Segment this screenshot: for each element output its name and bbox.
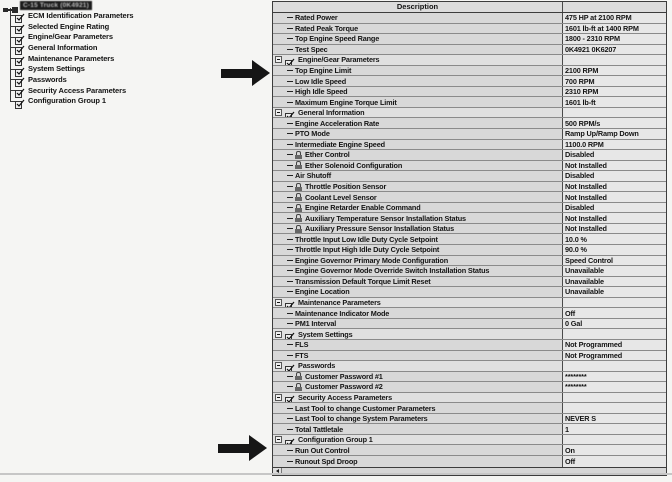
sidebar-item-8[interactable]: Configuration Group 1	[3, 96, 243, 107]
description-cell[interactable]	[273, 13, 563, 23]
value-cell[interactable]	[563, 393, 666, 403]
lock-icon	[295, 183, 302, 191]
value-cell[interactable]	[563, 182, 666, 192]
tree-connector	[287, 386, 293, 387]
tree-connector	[287, 28, 293, 29]
sidebar-item-4[interactable]: Maintenance Parameters	[3, 53, 243, 64]
tree-connector	[287, 344, 293, 345]
value-cell[interactable]	[563, 245, 666, 255]
parameter-description: Security Access Parameters	[298, 392, 392, 402]
table-row-param[interactable]	[273, 140, 666, 151]
tree-connector	[287, 281, 293, 282]
tree-connector	[287, 461, 293, 462]
parameter-description: Maintenance Indicator Mode	[295, 308, 390, 318]
parameter-value: NEVER S	[565, 414, 596, 424]
table-row-param[interactable]	[273, 245, 666, 256]
collapse-box-icon[interactable]	[275, 436, 282, 443]
table-row-group[interactable]	[273, 435, 666, 446]
sidebar-item-0[interactable]: ECM Identification Parameters	[3, 10, 243, 21]
description-cell[interactable]	[273, 266, 563, 276]
description-cell[interactable]	[273, 287, 563, 297]
parameter-description: Configuration Group 1	[298, 435, 373, 445]
description-cell[interactable]	[273, 192, 563, 202]
parameter-group-icon	[15, 10, 25, 20]
parameter-value: 475 HP at 2100 RPM	[565, 13, 632, 23]
collapse-box-icon[interactable]	[275, 109, 282, 116]
parameter-description: Engine/Gear Parameters	[298, 55, 380, 65]
value-cell[interactable]	[563, 319, 666, 329]
parameter-value: Unavailable	[565, 287, 604, 297]
table-row-param[interactable]	[273, 150, 666, 161]
lock-icon	[295, 151, 302, 159]
parameter-description: Top Engine Speed Range	[295, 34, 380, 44]
parameter-value: Disabled	[565, 171, 595, 181]
table-row-param[interactable]	[273, 118, 666, 129]
description-cell[interactable]	[273, 171, 563, 181]
value-cell[interactable]	[563, 76, 666, 86]
table-header-row	[273, 2, 666, 13]
tree-connector	[287, 175, 293, 176]
value-cell[interactable]	[563, 224, 666, 234]
parameter-description: Engine Location	[295, 287, 350, 297]
value-cell[interactable]	[563, 424, 666, 434]
table-row-param[interactable]	[273, 414, 666, 425]
sidebar-root-label: C-15 Truck (0K4921)	[20, 1, 92, 10]
parameter-description: Low Idle Speed	[295, 76, 347, 86]
description-cell[interactable]	[273, 118, 563, 128]
parameter-value: 1601 lb-ft	[565, 97, 596, 107]
description-cell[interactable]	[273, 76, 563, 86]
tree-connector	[287, 260, 293, 261]
value-cell[interactable]	[563, 234, 666, 244]
collapse-box-icon[interactable]	[275, 394, 282, 401]
callout-arrow-bottom	[218, 435, 267, 461]
tree-connector	[287, 291, 293, 292]
table-row-param[interactable]	[273, 234, 666, 245]
collapse-box-icon[interactable]	[275, 299, 282, 306]
table-row-param[interactable]	[273, 224, 666, 235]
value-cell[interactable]	[563, 403, 666, 413]
parameter-group-icon	[15, 96, 25, 106]
table-row-param[interactable]	[273, 456, 666, 467]
table-row-param[interactable]	[273, 308, 666, 319]
parameter-description: Auxiliary Pressure Sensor Installation Status	[305, 224, 454, 234]
tree-connector	[287, 154, 293, 155]
parameter-group-icon	[285, 361, 295, 371]
description-cell[interactable]	[273, 234, 563, 244]
parameter-group-icon	[285, 55, 295, 65]
description-cell[interactable]	[273, 224, 563, 234]
tree-connector	[287, 17, 293, 18]
table-row-param[interactable]	[273, 256, 666, 267]
description-column-header: Description	[273, 2, 563, 12]
parameter-description: PTO Mode	[295, 129, 330, 139]
tree-connector	[287, 239, 293, 240]
tree-connector	[287, 197, 293, 198]
value-cell[interactable]	[563, 55, 666, 65]
parameter-description: Rated Power	[295, 13, 338, 23]
description-cell[interactable]	[273, 308, 563, 318]
table-row-param[interactable]	[273, 424, 666, 435]
value-cell[interactable]	[563, 340, 666, 350]
description-cell[interactable]	[273, 456, 563, 467]
parameter-value: 10.0 %	[565, 234, 587, 244]
parameter-description: Engine Acceleration Rate	[295, 118, 380, 128]
tree-connector	[287, 165, 293, 166]
parameter-description: Test Spec	[295, 44, 328, 54]
description-cell[interactable]	[273, 161, 563, 171]
parameter-value: Not Programmed	[565, 340, 623, 350]
parameter-description: Engine Governor Primary Mode Configuration	[295, 255, 449, 265]
sidebar-item-1[interactable]: Selected Engine Rating	[3, 21, 243, 32]
value-cell[interactable]	[563, 129, 666, 139]
table-row-group[interactable]	[273, 361, 666, 372]
parameter-value: 1800 - 2310 RPM	[565, 34, 620, 44]
parameter-tree-sidebar	[3, 0, 243, 106]
description-cell[interactable]	[273, 445, 563, 455]
tree-connector	[287, 144, 293, 145]
collapse-box-icon[interactable]	[275, 56, 282, 63]
parameter-description: System Settings	[298, 329, 353, 339]
value-cell[interactable]	[563, 161, 666, 171]
description-cell[interactable]	[273, 97, 563, 107]
parameter-description: Throttle Input Low Idle Duty Cycle Setpoint	[295, 234, 438, 244]
parameter-group-icon	[15, 42, 25, 52]
parameter-description: Run Out Control	[295, 445, 350, 455]
table-row-group[interactable]	[273, 393, 666, 404]
description-cell[interactable]	[273, 329, 563, 339]
parameter-value: Not Installed	[565, 213, 607, 223]
table-row-param[interactable]	[273, 277, 666, 288]
tree-connector	[287, 91, 293, 92]
parameter-value: 500 RPM/s	[565, 118, 601, 128]
table-row-param[interactable]	[273, 129, 666, 140]
table-row-param[interactable]	[273, 319, 666, 330]
tree-connector	[287, 123, 293, 124]
tree-connector	[287, 270, 293, 271]
parameter-value: 700 RPM	[565, 76, 595, 86]
table-row-param[interactable]	[273, 403, 666, 414]
value-cell[interactable]	[563, 382, 666, 392]
value-cell[interactable]	[563, 203, 666, 213]
table-row-param[interactable]	[273, 45, 666, 56]
table-row-param[interactable]	[273, 340, 666, 351]
parameter-description: Ether Solenoid Configuration	[305, 160, 403, 170]
parameter-group-icon	[15, 53, 25, 63]
description-cell[interactable]	[273, 213, 563, 223]
collapse-box-icon[interactable]	[275, 362, 282, 369]
description-cell[interactable]	[273, 34, 563, 44]
table-row-param[interactable]	[273, 351, 666, 362]
table-row-param[interactable]	[273, 182, 666, 193]
description-cell[interactable]	[273, 319, 563, 329]
value-cell[interactable]	[563, 87, 666, 97]
value-cell[interactable]	[563, 192, 666, 202]
table-row-param[interactable]	[273, 171, 666, 182]
parameter-value: Unavailable	[565, 266, 604, 276]
sidebar-root-item[interactable]	[3, 0, 243, 10]
tree-connector	[287, 376, 293, 377]
parameter-value: Not Installed	[565, 182, 607, 192]
parameter-group-icon	[285, 393, 295, 403]
parameter-description: Customer Password #2	[305, 382, 383, 392]
collapse-box-icon[interactable]	[275, 331, 282, 338]
parameter-value: ********	[565, 382, 587, 392]
parameter-group-icon	[15, 64, 25, 74]
table-row-param[interactable]	[273, 66, 666, 77]
description-cell[interactable]	[273, 66, 563, 76]
parameter-description: PM1 Interval	[295, 319, 337, 329]
sidebar-item-7[interactable]: Security Access Parameters	[3, 85, 243, 96]
table-row-param[interactable]	[273, 287, 666, 298]
parameter-value: Not Installed	[565, 224, 607, 234]
parameter-value: 2310 RPM	[565, 87, 599, 97]
value-cell[interactable]	[563, 287, 666, 297]
description-cell[interactable]	[273, 256, 563, 266]
description-cell[interactable]	[273, 382, 563, 392]
parameter-description: Transmission Default Torque Limit Reset	[295, 276, 431, 286]
table-row-param[interactable]	[273, 192, 666, 203]
value-cell[interactable]	[563, 372, 666, 382]
description-cell[interactable]	[273, 361, 563, 371]
tree-connector	[287, 450, 293, 451]
table-row-param[interactable]	[273, 213, 666, 224]
parameter-description: Coolant Level Sensor	[305, 192, 377, 202]
parameter-value: 2100 RPM	[565, 66, 599, 75]
tree-connector	[287, 102, 293, 103]
lock-icon	[295, 372, 302, 380]
parameter-group-icon	[285, 435, 295, 445]
parameter-value: 1601 lb-ft at 1400 RPM	[565, 23, 639, 33]
lock-icon	[295, 193, 302, 201]
lock-icon	[295, 161, 302, 169]
value-cell[interactable]	[563, 108, 666, 118]
parameter-description: Last Tool to change Customer Parameters	[295, 403, 436, 413]
tree-connector	[287, 323, 293, 324]
value-cell[interactable]	[563, 24, 666, 34]
description-cell[interactable]	[273, 414, 563, 424]
tree-connector	[287, 81, 293, 82]
parameter-value: Off	[565, 456, 576, 466]
value-cell[interactable]	[563, 45, 666, 55]
parameter-description: Engine Governor Mode Override Switch Installation Status	[295, 266, 490, 276]
value-cell[interactable]	[563, 435, 666, 445]
arrow-head	[252, 60, 270, 86]
description-cell[interactable]	[273, 372, 563, 382]
value-column-header	[563, 2, 666, 12]
arrow-shaft	[218, 444, 249, 453]
value-cell[interactable]	[563, 277, 666, 287]
parameter-group-icon	[285, 108, 295, 118]
table-row-param[interactable]	[273, 266, 666, 277]
description-cell[interactable]	[273, 140, 563, 150]
parameter-value: 0 Gal	[565, 319, 583, 329]
description-cell[interactable]	[273, 24, 563, 34]
description-cell[interactable]	[273, 403, 563, 413]
description-cell[interactable]	[273, 298, 563, 308]
parameter-value: Unavailable	[565, 276, 604, 286]
lock-icon	[295, 204, 302, 212]
parameter-value: 1	[565, 424, 569, 434]
parameter-description: Last Tool to change System Parameters	[295, 414, 428, 424]
description-cell[interactable]	[273, 424, 563, 434]
tree-connector	[287, 207, 293, 208]
tree-connector	[287, 355, 293, 356]
description-cell[interactable]	[273, 55, 563, 65]
value-cell[interactable]	[563, 97, 666, 107]
tree-connector	[287, 49, 293, 50]
parameter-description: Maximum Engine Torque Limit	[295, 97, 397, 107]
sidebar-item-6[interactable]: Passwords	[3, 74, 243, 85]
parameter-description: Total Tattletale	[295, 424, 344, 434]
parameter-group-icon	[285, 298, 295, 308]
value-cell[interactable]	[563, 414, 666, 424]
table-row-param[interactable]	[273, 13, 666, 24]
value-cell[interactable]	[563, 456, 666, 467]
parameter-group-icon	[15, 85, 25, 95]
parameter-value: ********	[565, 371, 587, 381]
parameter-value: Disabled	[565, 150, 595, 160]
parameter-group-icon	[15, 32, 25, 42]
tree-connector	[287, 408, 293, 409]
sidebar-item-3[interactable]: General Information	[3, 42, 243, 53]
parameter-table	[272, 1, 667, 476]
lock-icon	[295, 214, 302, 222]
parameter-description: Intermediate Engine Speed	[295, 139, 385, 149]
parameter-description: Throttle Input High Idle Duty Cycle Setpoint	[295, 245, 440, 255]
description-cell[interactable]	[273, 129, 563, 139]
sidebar-item-5[interactable]: System Settings	[3, 63, 243, 74]
value-cell[interactable]	[563, 351, 666, 361]
description-cell[interactable]	[273, 45, 563, 55]
table-row-group[interactable]	[273, 298, 666, 309]
parameter-value: Not Installed	[565, 160, 607, 170]
arrow-shaft	[221, 69, 252, 78]
value-cell[interactable]	[563, 118, 666, 128]
arrow-head	[249, 435, 267, 461]
value-cell[interactable]	[563, 140, 666, 150]
value-cell[interactable]	[563, 150, 666, 160]
parameter-group-icon	[285, 329, 295, 339]
value-cell[interactable]	[563, 66, 666, 76]
description-cell[interactable]	[273, 277, 563, 287]
description-cell[interactable]	[273, 435, 563, 445]
parameter-value: Not Installed	[565, 192, 607, 202]
parameter-group-icon	[15, 74, 25, 84]
value-cell[interactable]	[563, 329, 666, 339]
tree-connector	[287, 186, 293, 187]
table-row-param[interactable]	[273, 76, 666, 87]
parameter-description: Maintenance Parameters	[298, 298, 381, 308]
parameter-value: Not Programmed	[565, 350, 623, 360]
value-cell[interactable]	[563, 266, 666, 276]
table-row-param[interactable]	[273, 87, 666, 98]
parameter-description: Auxiliary Temperature Sensor Installation Status	[305, 213, 466, 223]
table-row-param[interactable]	[273, 382, 666, 393]
parameter-value: On	[565, 445, 575, 455]
table-row-param[interactable]	[273, 24, 666, 35]
lock-icon	[295, 225, 302, 233]
page-bottom-rule	[0, 473, 672, 475]
parameter-description: FLS	[295, 340, 309, 350]
parameter-description: General Information	[298, 108, 365, 118]
lock-icon	[295, 383, 302, 391]
value-cell[interactable]	[563, 34, 666, 44]
description-cell[interactable]	[273, 245, 563, 255]
tree-connector	[287, 38, 293, 39]
description-cell[interactable]	[273, 108, 563, 118]
value-cell[interactable]	[563, 13, 666, 23]
parameter-description: Throttle Position Sensor	[305, 182, 387, 192]
callout-arrow-top	[221, 60, 270, 86]
value-cell[interactable]	[563, 213, 666, 223]
description-cell[interactable]	[273, 87, 563, 97]
tree-connector	[287, 313, 293, 314]
table-row-group[interactable]	[273, 108, 666, 119]
table-row-param[interactable]	[273, 203, 666, 214]
parameter-description: Customer Password #1	[305, 371, 383, 381]
table-row-group[interactable]	[273, 329, 666, 340]
parameter-value: Off	[565, 308, 576, 318]
tree-connector	[287, 249, 293, 250]
value-cell[interactable]	[563, 171, 666, 181]
table-row-param[interactable]	[273, 372, 666, 383]
description-cell[interactable]	[273, 393, 563, 403]
parameter-group-icon	[15, 21, 25, 31]
table-row-param[interactable]	[273, 97, 666, 108]
description-cell[interactable]	[273, 182, 563, 192]
table-row-param[interactable]	[273, 34, 666, 45]
parameter-description: Ether Control	[305, 150, 350, 160]
description-cell[interactable]	[273, 340, 563, 350]
parameter-description: Top Engine Limit	[295, 66, 352, 75]
tree-connector	[287, 429, 293, 430]
parameter-value: Disabled	[565, 203, 595, 213]
description-cell[interactable]	[273, 351, 563, 361]
tree-connector	[287, 133, 293, 134]
parameter-description: FTS	[295, 350, 309, 360]
value-cell[interactable]	[563, 308, 666, 318]
sidebar-item-2[interactable]: Engine/Gear Parameters	[3, 31, 243, 42]
tree-connector	[287, 70, 293, 71]
parameter-description: Air Shutoff	[295, 171, 332, 181]
value-cell[interactable]	[563, 361, 666, 371]
description-cell[interactable]	[273, 203, 563, 213]
parameter-value: 0K4921 0K6207	[565, 44, 617, 54]
ecm-root-icon	[3, 1, 18, 9]
parameter-description: Engine Retarder Enable Command	[305, 203, 421, 213]
tree-connector	[287, 218, 293, 219]
value-cell[interactable]	[563, 256, 666, 266]
table-row-group[interactable]	[273, 55, 666, 66]
parameter-description: High Idle Speed	[295, 87, 348, 97]
table-row-param[interactable]	[273, 161, 666, 172]
tree-connector	[287, 228, 293, 229]
parameter-description: Rated Peak Torque	[295, 23, 359, 33]
parameter-value: 1100.0 RPM	[565, 139, 604, 149]
parameter-value: Speed Control	[565, 255, 613, 265]
parameter-value: 90.0 %	[565, 245, 587, 255]
parameter-value: Ramp Up/Ramp Down	[565, 129, 639, 139]
description-cell[interactable]	[273, 150, 563, 160]
parameter-description: Runout Spd Droop	[295, 456, 358, 466]
value-cell[interactable]	[563, 445, 666, 455]
tree-connector	[287, 418, 293, 419]
table-row-param[interactable]	[273, 445, 666, 456]
value-cell[interactable]	[563, 298, 666, 308]
parameter-description: Passwords	[298, 361, 336, 371]
